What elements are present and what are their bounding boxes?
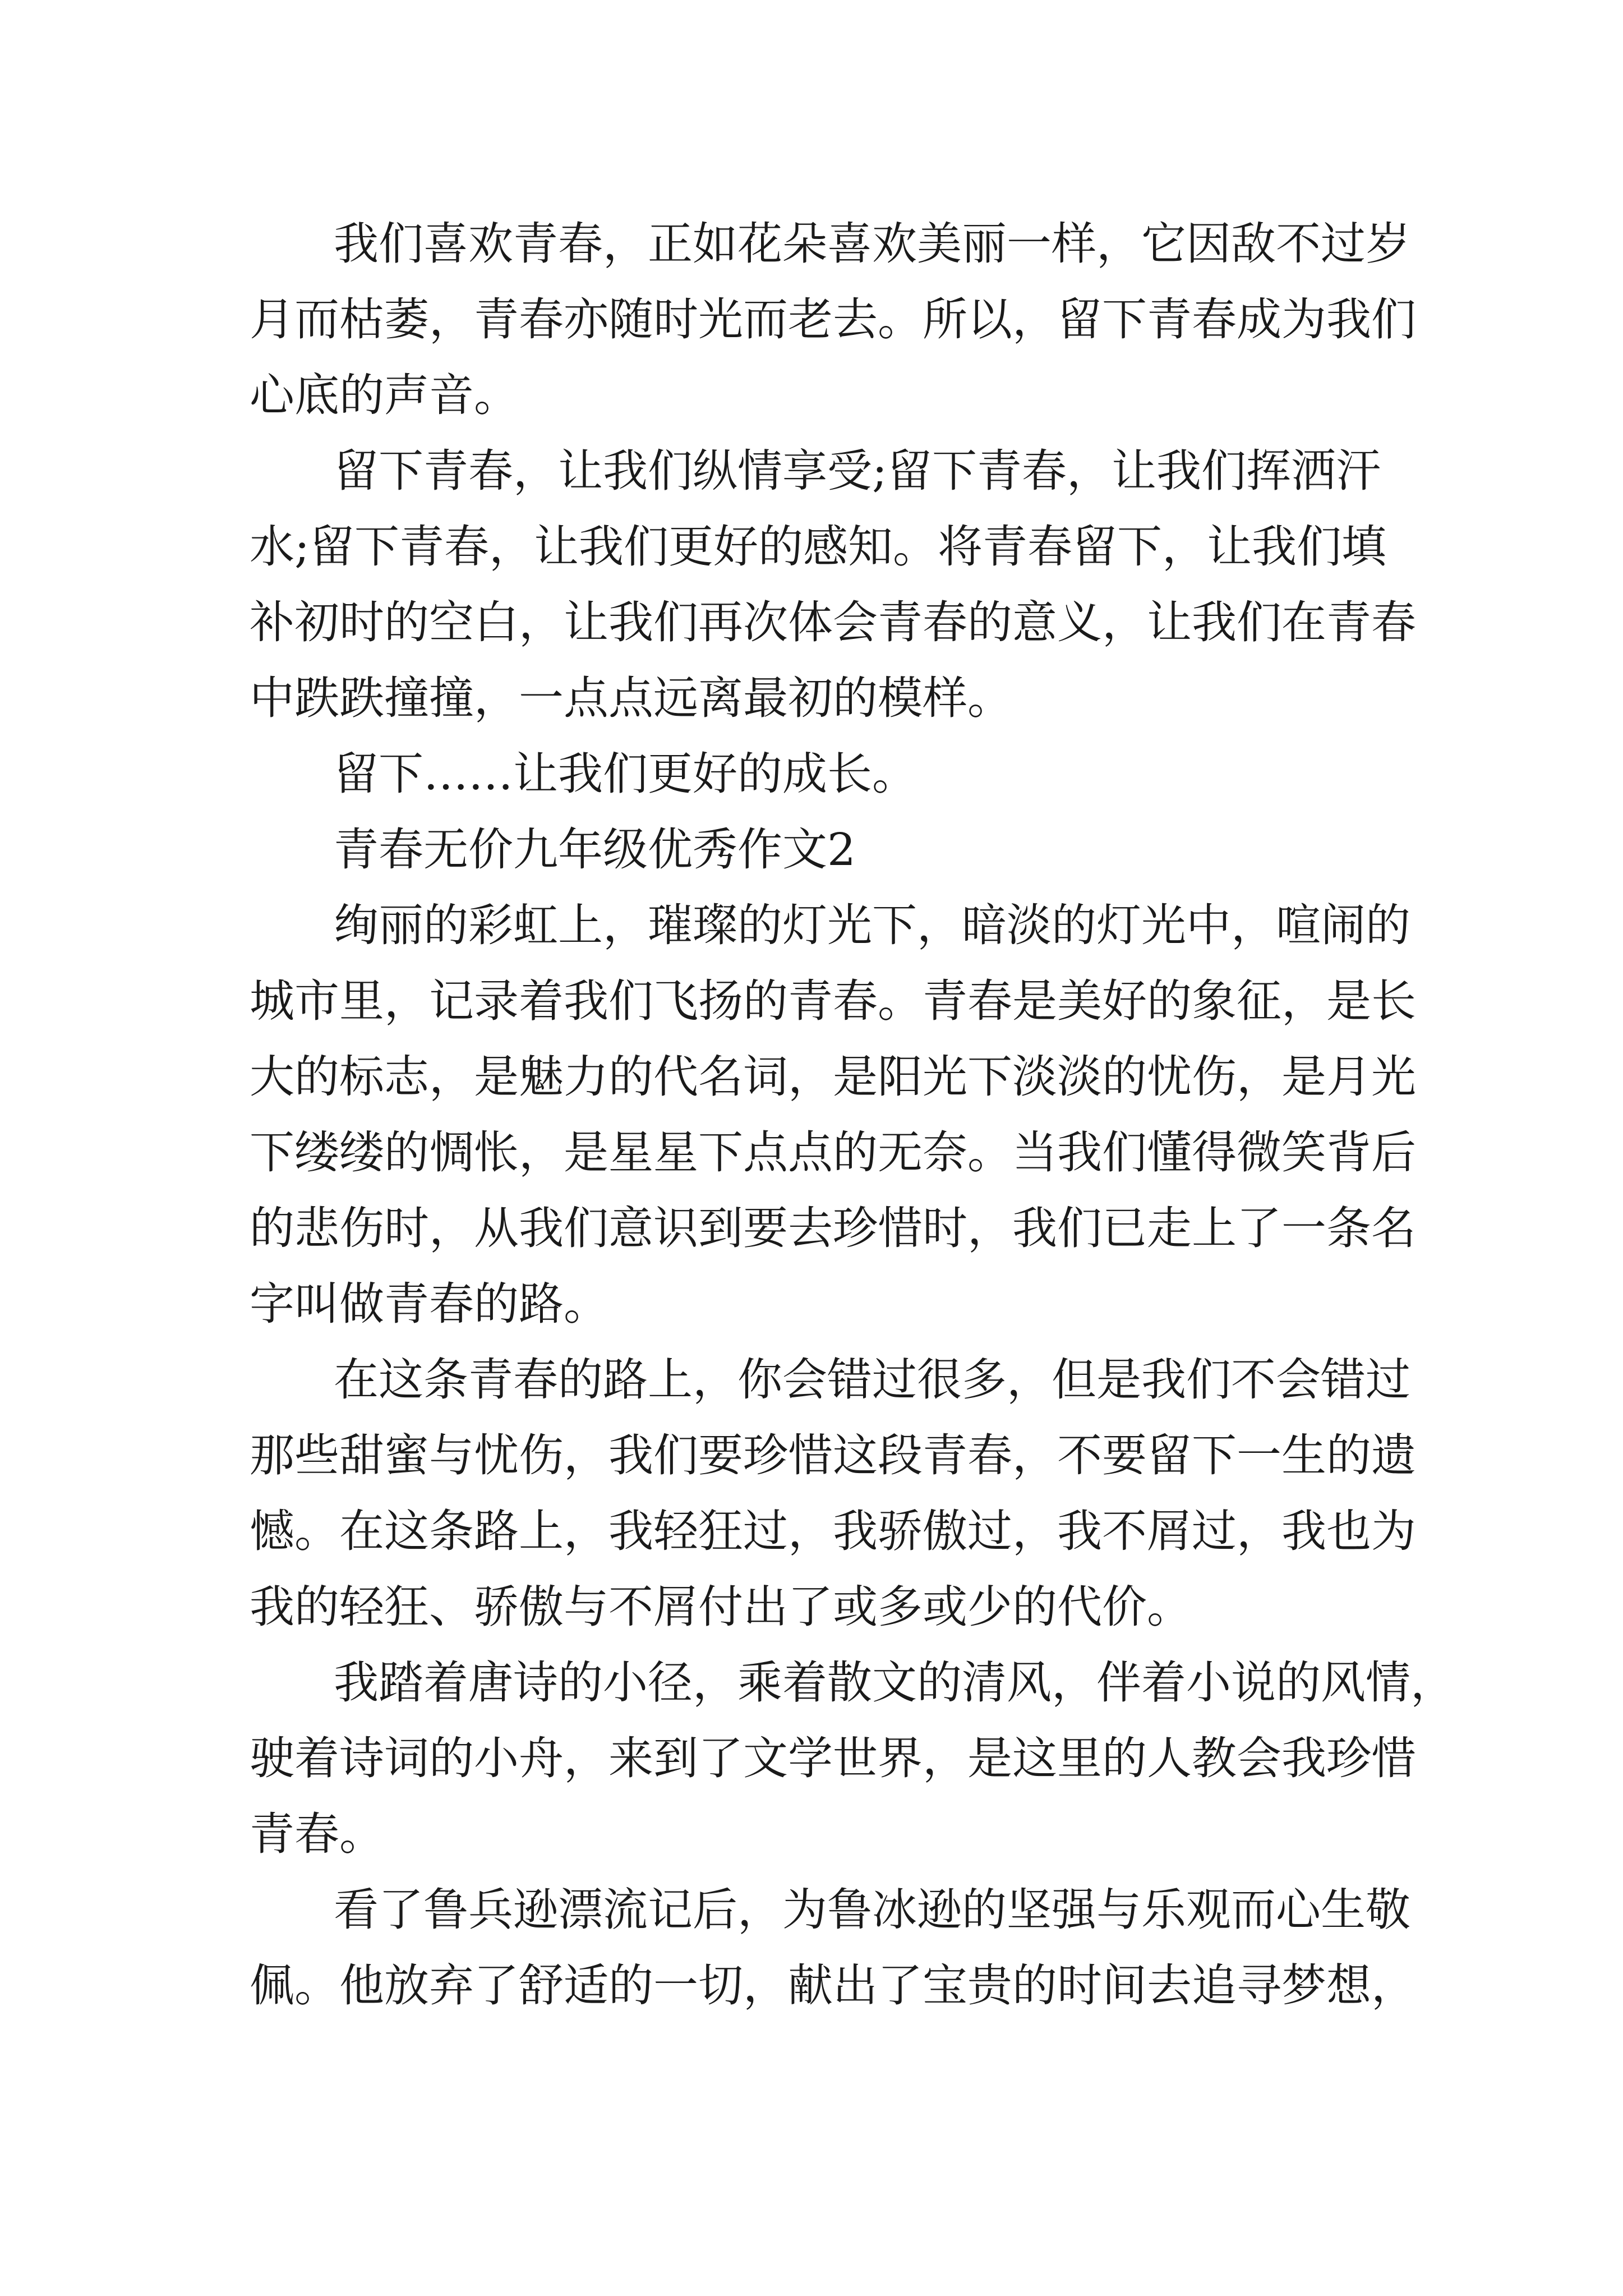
text-line: 那 些 甜 蜜 与 忧 伤 ， 我 们 要 珍 惜 这 段 青 春 ， 不 要 留 下 一 生 的 遗 [250, 1429, 1416, 1481]
text-line: 城 市 里 ， 记 录 着 我 们 飞 扬 的 青 春 。 青 春 是 美 好 的 象 征 ， 是 长 [250, 975, 1416, 1027]
essay-title: 青 春 无 价 九 年 级 优 秀 作 文 2 [334, 823, 856, 876]
text-line: 佩 。 他 放 弃 了 舒 适 的 一 切 ， 献 出 了 宝 贵 的 时 间 去 追 寻 梦 想 ， [250, 1959, 1416, 2012]
text-line: 看 了 鲁 兵 逊 漂 流 记 后 ， 为 鲁 冰 逊 的 坚 强 与 乐 观 而 心 生 敬 [334, 1884, 1410, 1936]
text-line: 留 下 … … 让 我 们 更 好 的 成 长 。 [334, 748, 917, 800]
text-line: 字 叫 做 青 春 的 路 。 [250, 1278, 608, 1330]
text-line: 补 初 时 的 空 白 ， 让 我 们 再 次 体 会 青 春 的 意 义 ， 让 我 们 在 青 春 [250, 596, 1416, 648]
text-line: 大 的 标 志 ， 是 魅 力 的 代 名 词 ， 是 阳 光 下 淡 淡 的 忧 伤 ， 是 月 光 [250, 1051, 1416, 1103]
text-line: 水 ; 留 下 青 春 ， 让 我 们 更 好 的 感 知 。 将 青 春 留 下 ， 让 我 们 填 [250, 521, 1386, 573]
text-line: 在 这 条 青 春 的 路 上 ， 你 会 错 过 很 多 ， 但 是 我 们 不 会 错 过 [334, 1354, 1410, 1406]
text-line: 的 悲 伤 时 ， 从 我 们 意 识 到 要 去 珍 惜 时 ， 我 们 已 走 上 了 一 条 名 [250, 1202, 1416, 1254]
text-line: 中 跌 跌 撞 撞 ， 一 点 点 远 离 最 初 的 模 样 。 [250, 672, 1012, 724]
text-line: 憾 。 在 这 条 路 上 ， 我 轻 狂 过 ， 我 骄 傲 过 ， 我 不 屑 过 ， 我 也 为 [250, 1505, 1416, 1557]
text-line: 我 的 轻 狂 、 骄 傲 与 不 屑 付 出 了 或 多 或 少 的 代 价 。 [250, 1581, 1192, 1633]
text-line: 下 缕 缕 的 惆 怅 ， 是 星 星 下 点 点 的 无 奈 。 当 我 们 懂 得 微 笑 背 后 [250, 1126, 1416, 1179]
text-line: 留 下 青 春 ， 让 我 们 纵 情 享 受 ; 留 下 青 春 ， 让 我 们 挥 洒 汗 [334, 445, 1381, 497]
text-line: 绚 丽 的 彩 虹 上 ， 璀 璨 的 灯 光 下 ， 暗 淡 的 灯 光 中 ， 喧 闹 的 [334, 899, 1410, 951]
text-line: 心 底 的 声 音 。 [250, 369, 519, 421]
text-line: 我 们 喜 欢 青 春 ， 正 如 花 朵 喜 欢 美 丽 一 样 ， 它 因 敌 不 过 岁 [334, 218, 1410, 270]
text-line: 青 春 。 [250, 1808, 384, 1860]
text-line: 驶 着 诗 词 的 小 舟 ， 来 到 了 文 学 世 界 ， 是 这 里 的 人 教 会 我 珍 惜 [250, 1732, 1416, 1784]
text-line: 月 而 枯 萎 ， 青 春 亦 随 时 光 而 老 去 。 所 以 ， 留 下 青 春 成 为 我 们 [250, 293, 1416, 346]
text-line: 我 踏 着 唐 诗 的 小 径 ， 乘 着 散 文 的 清 风 ， 伴 着 小 说 的 风 情 ， [334, 1657, 1455, 1709]
